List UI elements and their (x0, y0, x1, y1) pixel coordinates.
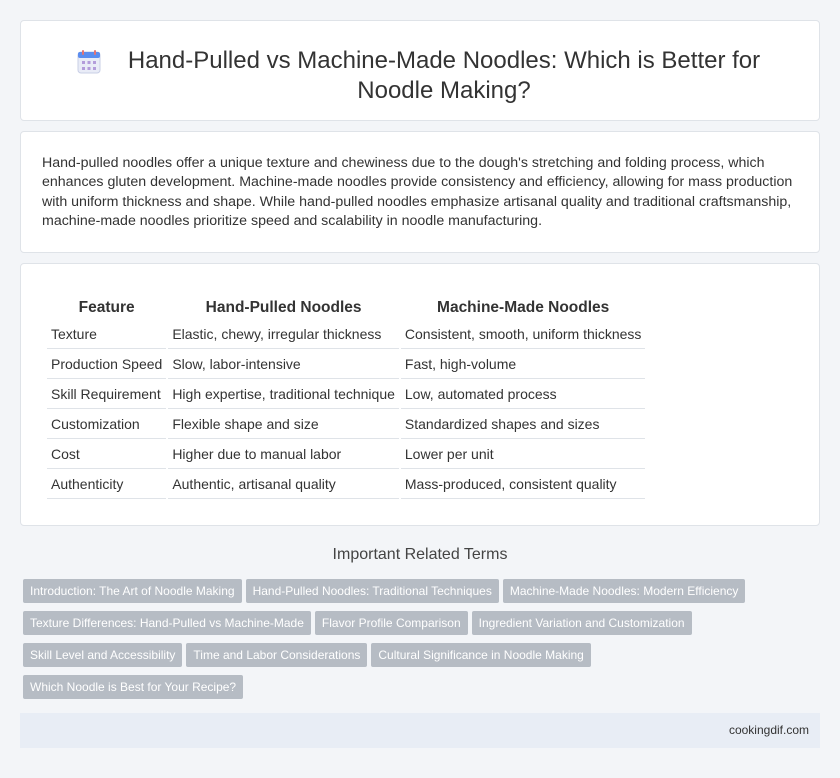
calendar-icon (76, 49, 102, 75)
table-header-row (47, 296, 645, 319)
related-term-tag[interactable]: Which Noodle is Best for Your Recipe? (23, 675, 243, 699)
table-row (47, 441, 645, 469)
intro-text: Hand-pulled noodles offer a unique texture and chewiness due to the dough's stretching and folding process, which enhances gluten development. Machine-made noodles provide consistency and efficiency, allowing for mass production with uniform thickness and shape. While hand-pulled noodles emphasize artisanal quality and traditional craftsmanship, machine-made noodles prioritize speed and scalability in noodle manufacturing. (42, 155, 793, 230)
table-cell: Higher due to manual labor (168, 441, 399, 469)
related-terms-list (23, 579, 823, 707)
table-cell: Fast, high-volume (401, 351, 646, 379)
comparison-table (45, 294, 647, 501)
related-term-tag[interactable]: Machine-Made Noodles: Modern Efficiency (503, 579, 746, 603)
table-cell: Cost (47, 441, 166, 469)
table-cell: Low, automated process (401, 381, 646, 409)
related-term-tag[interactable]: Introduction: The Art of Noodle Making (23, 579, 242, 603)
table-cell: Standardized shapes and sizes (401, 411, 646, 439)
related-term-tag[interactable]: Skill Level and Accessibility (23, 643, 182, 667)
related-term-tag[interactable]: Time and Labor Considerations (186, 643, 367, 667)
table-row (47, 411, 645, 439)
table-cell: Lower per unit (401, 441, 646, 469)
title-card (20, 20, 820, 121)
related-term-tag[interactable]: Flavor Profile Comparison (315, 611, 468, 635)
page-title: Hand-Pulled vs Machine-Made Noodles: Which is Better for Noodle Making? (127, 47, 761, 104)
site-name[interactable]: cookingdif.com (728, 723, 809, 737)
table-row (47, 381, 645, 409)
related-term-tag[interactable]: Cultural Significance in Noodle Making (371, 643, 590, 667)
related-term-tag[interactable]: Texture Differences: Hand-Pulled vs Machine-Made (23, 611, 311, 635)
table-row (47, 471, 645, 499)
header-machine-made: Machine-Made Noodles (437, 299, 610, 316)
table-row (47, 321, 645, 349)
related-term-tag[interactable]: Hand-Pulled Noodles: Traditional Techniques (246, 579, 499, 603)
table-cell: Elastic, chewy, irregular thickness (168, 321, 399, 349)
table-cell: Skill Requirement (47, 381, 166, 409)
header-feature: Feature (78, 299, 135, 316)
table-cell: Authenticity (47, 471, 166, 499)
table-cell: Production Speed (47, 351, 166, 379)
table-cell: Authentic, artisanal quality (168, 471, 399, 499)
table-row (47, 351, 645, 379)
intro-card (20, 131, 820, 253)
related-terms-title: Important Related Terms (332, 546, 508, 563)
table-cell: High expertise, traditional technique (168, 381, 399, 409)
table-cell: Flexible shape and size (168, 411, 399, 439)
table-cell: Mass-produced, consistent quality (401, 471, 646, 499)
table-cell: Customization (47, 411, 166, 439)
title-row (21, 21, 819, 106)
header-hand-pulled: Hand-Pulled Noodles (205, 299, 362, 316)
related-term-tag[interactable]: Ingredient Variation and Customization (472, 611, 692, 635)
comparison-card (20, 263, 820, 526)
table-cell: Consistent, smooth, uniform thickness (401, 321, 646, 349)
table-cell: Texture (47, 321, 166, 349)
footer (20, 713, 820, 748)
table-cell: Slow, labor-intensive (168, 351, 399, 379)
